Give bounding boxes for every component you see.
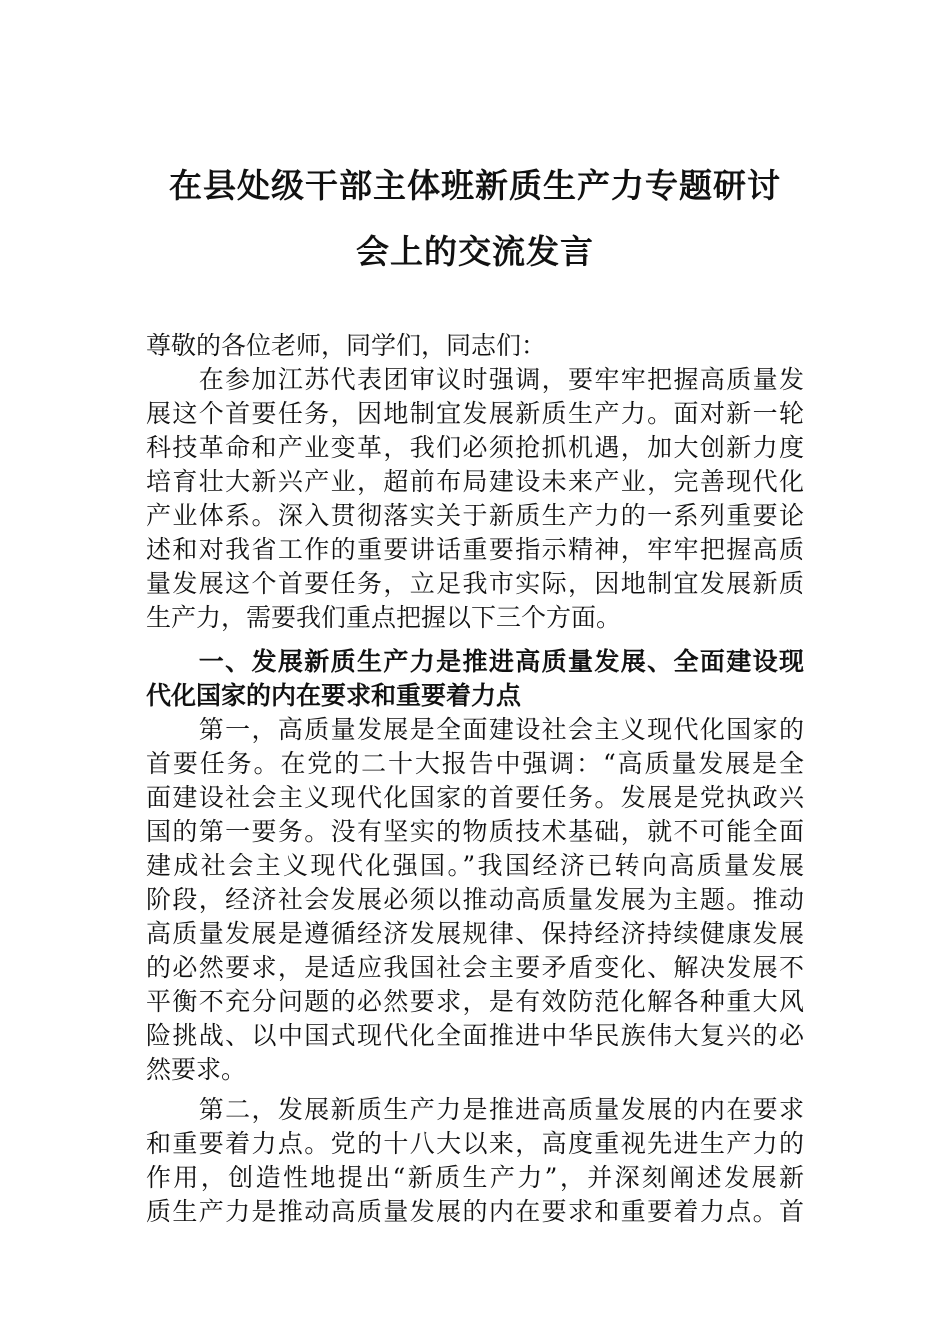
body-line: 生产力，需要我们重点把握以下三个方面。 [146, 603, 622, 632]
document-title-line-1: 在县处级干部主体班新质生产力专题研讨 [169, 166, 781, 205]
body-line: 险挑战、以中国式现代化全面推进中华民族伟大复兴的必 [146, 1021, 804, 1050]
salutation: 尊敬的各位老师，同学们，同志们： [146, 331, 547, 360]
body-line: 第一，高质量发展是全面建设社会主义现代化国家的 [146, 715, 804, 744]
body-line: 国的第一要务。没有坚实的物质技术基础，就不可能全面 [146, 817, 804, 846]
body-line: 然要求。 [146, 1055, 247, 1084]
body-line: 产业体系。深入贯彻落实关于新质生产力的一系列重要论 [146, 501, 804, 530]
body-line: 高质量发展是遵循经济发展规律、保持经济持续健康发展 [146, 919, 804, 948]
body-line: 在参加江苏代表团审议时强调，要牢牢把握高质量发 [146, 365, 804, 394]
body-line: 的必然要求，是适应我国社会主要矛盾变化、解决发展不 [146, 953, 804, 982]
body-line: 阶段，经济社会发展必须以推动高质量发展为主题。推动 [146, 885, 804, 914]
body-line: 量发展这个首要任务，立足我市实际，因地制宜发展新质 [146, 569, 804, 598]
body-line: 质生产力是推动高质量发展的内在要求和重要着力点。首 [146, 1197, 804, 1226]
body-line: 科技革命和产业变革，我们必须抢抓机遇，加大创新力度 [146, 433, 804, 462]
body-line: 和重要着力点。党的十八大以来，高度重视先进生产力的 [146, 1129, 804, 1158]
body-line: 作用，创造性地提出“新质生产力”，并深刻阐述发展新 [146, 1163, 804, 1192]
body-line: 述和对我省工作的重要讲话重要指示精神，牢牢把握高质 [146, 535, 804, 564]
body-line: 培育壮大新兴产业，超前布局建设未来产业，完善现代化 [146, 467, 804, 496]
body-line: 面建设社会主义现代化国家的首要任务。发展是党执政兴 [146, 783, 804, 812]
body-line: 平衡不充分问题的必然要求，是有效防范化解各种重大风 [146, 987, 804, 1016]
body-line: 第二，发展新质生产力是推进高质量发展的内在要求 [146, 1095, 804, 1124]
body-line: 建成社会主义现代化强国。”我国经济已转向高质量发展 [146, 851, 804, 880]
body-line: 展这个首要任务，因地制宜发展新质生产力。面对新一轮 [146, 399, 804, 428]
body-line: 首要任务。在党的二十大报告中强调：“高质量发展是全 [146, 749, 804, 778]
section-heading: 一、发展新质生产力是推进高质量发展、全面建设现 [146, 647, 804, 676]
document-title-line-2: 会上的交流发言 [356, 232, 594, 271]
section-heading: 代化国家的内在要求和重要着力点 [146, 681, 522, 710]
